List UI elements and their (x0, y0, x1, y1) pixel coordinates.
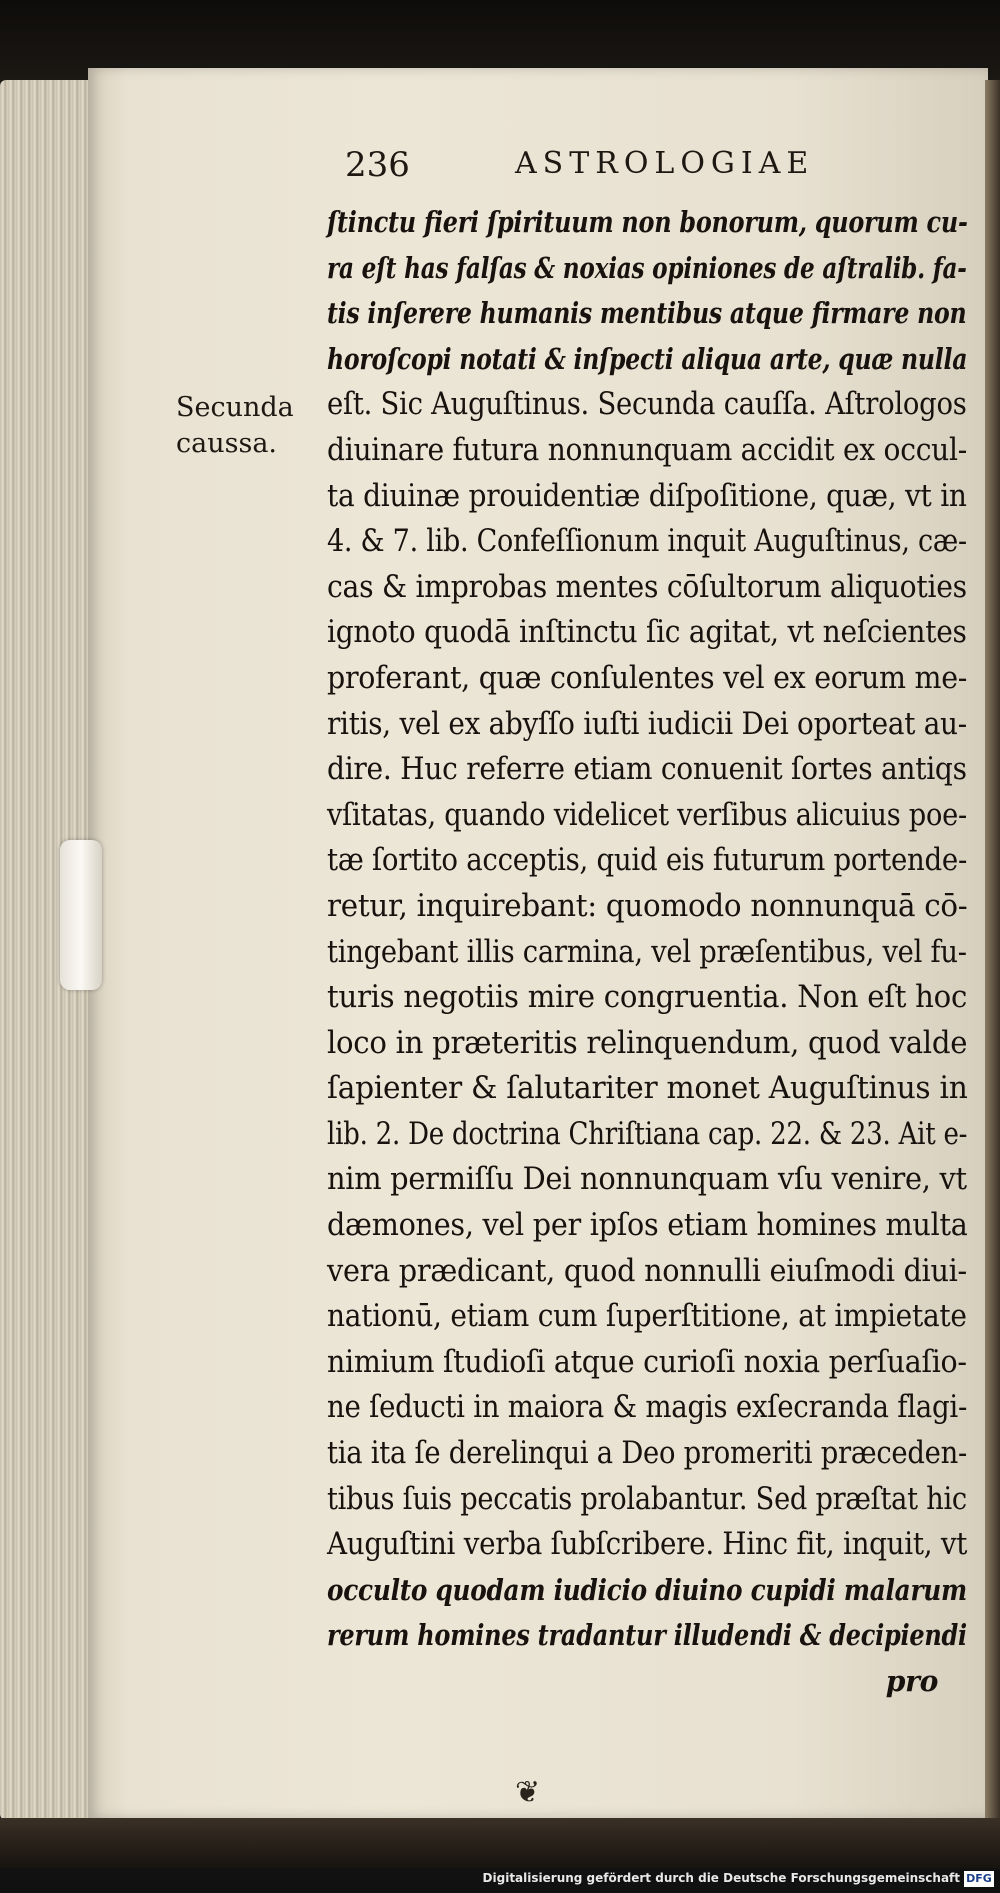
text-line: tibus ſuis peccatis prolabantur. Sed præſtat hic (327, 1480, 967, 1517)
text-line: rerum homines tradantur illudendi & decipiendi (327, 1618, 967, 1653)
page-clamp (60, 840, 102, 990)
catchword: pro (885, 1664, 939, 1698)
dfg-logo: DFG (964, 1871, 994, 1887)
text-line: ſtinctu fieri ſpirituum non bonorum, quorum cu- (327, 205, 968, 239)
text-line: tæ ſortito acceptis, quid eis futurum portende- (327, 842, 968, 879)
text-line: ta diuinæ prouidentiæ diſpoſitione, quæ, vt in (327, 477, 967, 514)
text-line: tis inſerere humanis mentibus atque firmare non (327, 296, 967, 331)
text-line: 4. & 7. lib. Confeſſionum inquit Auguſtinus, cæ- (327, 523, 967, 560)
text-line: loco in præteritis relinquendum, quod valde (327, 1024, 968, 1061)
text-line: cas & improbas mentes cōſultorum aliquoties (327, 568, 967, 605)
text-line: ſapienter & ſalutariter monet Auguſtinus in (327, 1070, 968, 1107)
text-line: ne ſeducti in maiora & magis exſecranda flagi- (327, 1389, 968, 1426)
text-line: dire. Huc referre etiam conuenit ſortes antiqs (327, 751, 967, 788)
body-text (327, 200, 987, 1705)
text-line: dæmones, vel per ipſos etiam homines multa (327, 1207, 968, 1244)
text-line: eſt. Sic Auguſtinus. Secunda cauſſa. Aſtrologos (327, 386, 967, 423)
text-line: nim permiſſu Dei nonnunquam vſu venire, vt (327, 1161, 967, 1198)
text-line: tia ita ſe derelinqui a Deo promeriti præceden- (327, 1435, 967, 1472)
text-line: turis negotiis mire congruentia. Non eſt hoc (327, 979, 968, 1016)
text-line: nationū, etiam cum ſuperſtitione, at impietate (327, 1298, 967, 1335)
text-line: tingebant illis carmina, vel præſentibus, vel fu- (327, 933, 967, 970)
text-line: occulto quodam iudicio diuino cupidi malarum (327, 1572, 967, 1607)
scan-background-bottom (0, 1818, 1000, 1868)
text-line: lib. 2. De doctrina Chriſtiana cap. 22. & 23. Ait e- (327, 1115, 968, 1152)
text-line: diuinare futura nonnunquam accidit ex occul- (327, 431, 967, 468)
text-line: retur, inquirebant: quomodo nonnunquā cō- (327, 887, 968, 924)
margin-note-line: Secunda (176, 392, 294, 423)
page-number: 236 (345, 145, 410, 185)
margin-note-line: caussa. (176, 428, 277, 459)
text-line: ritis, vel ex abyſſo iuſti iudicii Dei oporteat au- (327, 705, 967, 742)
footer-credit: Digitalisierung gefördert durch die Deutsche Forschungsgemeinschaft (482, 1871, 960, 1885)
text-line: ignoto quodā inſtinctu ſic agitat, vt neſcientes (327, 614, 967, 651)
text-line: nimium ſtudioſi atque curioſi noxia perſuaſio- (327, 1343, 967, 1380)
text-line: vſitatas, quando videlicet verſibus alicuius poe- (327, 796, 967, 833)
book-binding-edge (985, 80, 1000, 1820)
running-head: ASTROLOGIAE (515, 146, 815, 181)
text-line: horoſcopi notati & inſpecti aliqua arte, quæ nulla (327, 341, 968, 376)
text-line: Auguſtini verba ſubſcribere. Hinc fit, inquit, vt (327, 1526, 968, 1563)
text-line: ra eſt has falſas & noxias opiniones de aſtralib. fa- (327, 250, 967, 285)
text-line: vera prædicant, quod nonnulli eiuſmodi diui- (327, 1252, 967, 1289)
ornament-mark: ❦ (515, 1775, 541, 1810)
margin-note (176, 390, 296, 462)
text-line: proferant, quæ conſulentes vel ex eorum me- (327, 659, 968, 696)
